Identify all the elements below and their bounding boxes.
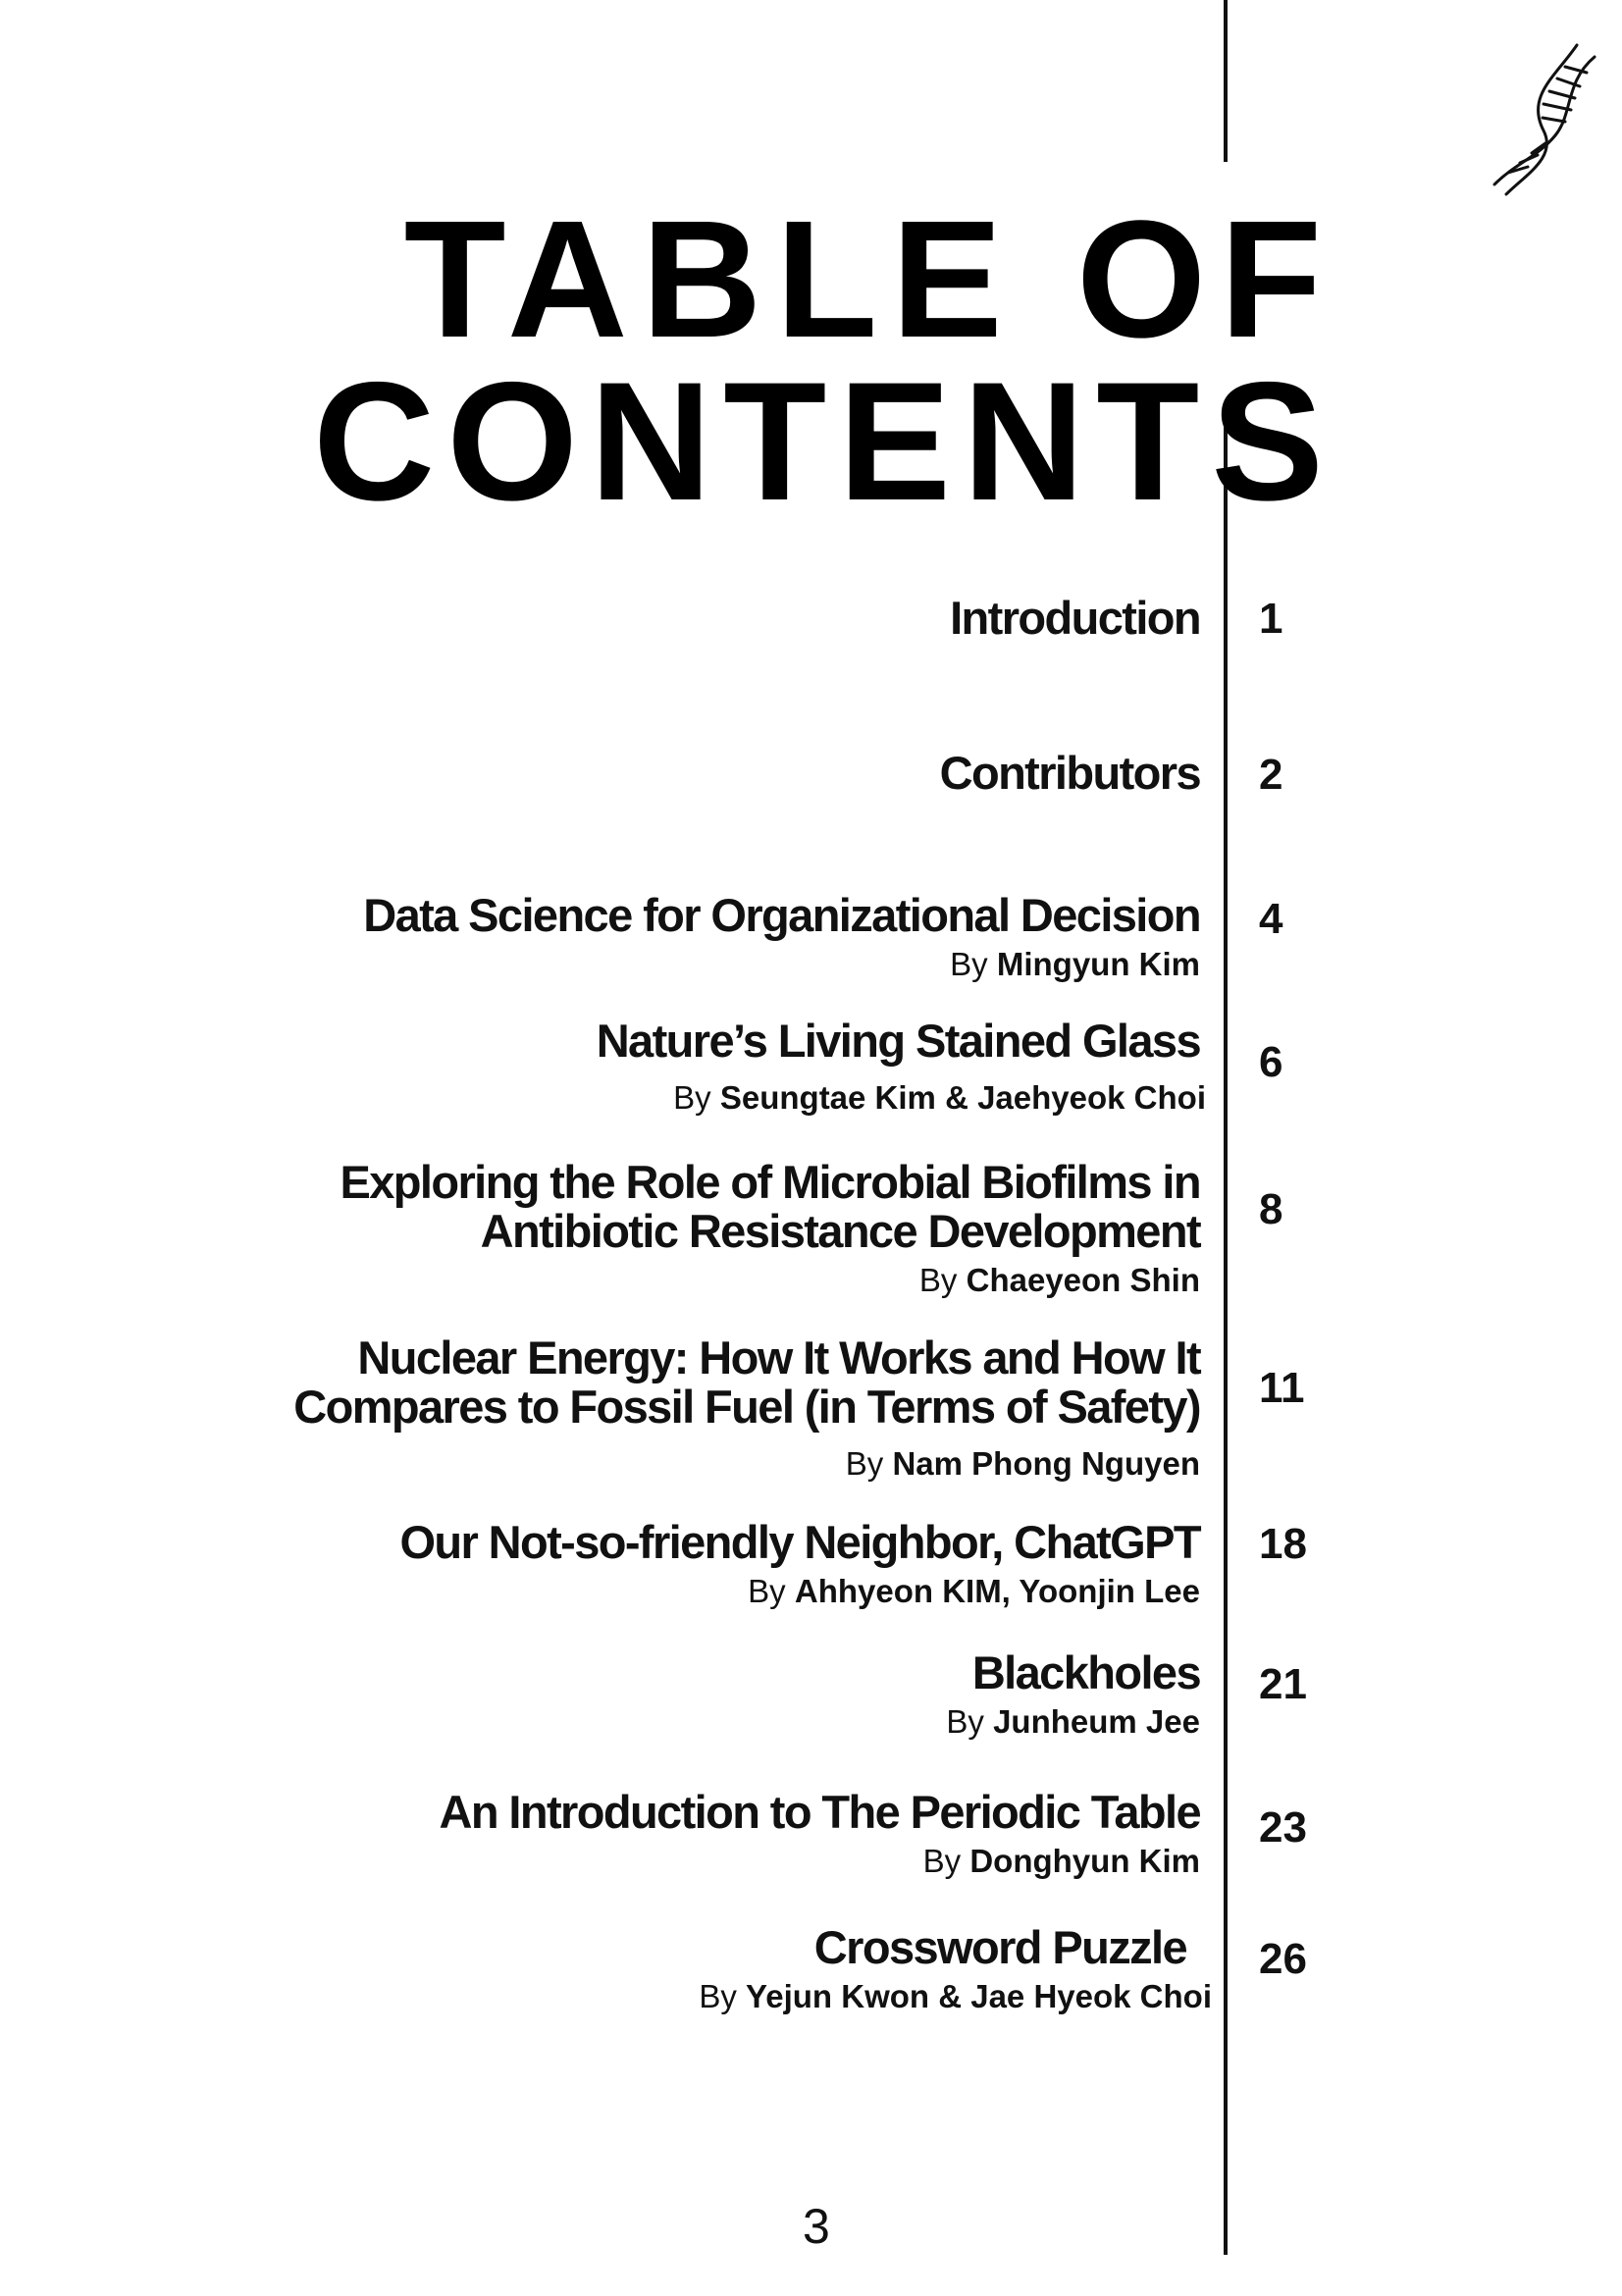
toc-page-number: 8	[1259, 1185, 1283, 1233]
toc-entry-introduction[interactable]	[950, 594, 1200, 643]
toc-page-number: 21	[1259, 1660, 1307, 1708]
author-prefix: By	[950, 946, 988, 982]
toc-entry[interactable]	[363, 891, 1200, 985]
author-names: Donghyun Kim	[969, 1843, 1200, 1879]
toc-page-number: 18	[1259, 1520, 1307, 1568]
toc-entry-title: Data Science for Organizational Decision	[363, 889, 1200, 941]
toc-entry-author	[946, 1701, 1200, 1743]
author-names: Nam Phong Nguyen	[892, 1445, 1200, 1482]
divider-line-top	[1224, 0, 1228, 162]
toc-entry-title-line1: Nuclear Energy: How It Works and How It	[357, 1331, 1200, 1383]
toc-entry-title: Our Not-so-friendly Neighbor, ChatGPT	[399, 1516, 1200, 1568]
toc-entry-author	[363, 944, 1200, 985]
toc-page-number: 26	[1259, 1935, 1307, 1983]
toc-entry-author	[602, 1077, 1206, 1119]
author-names: Ahhyeon KIM, Yoonjin Lee	[794, 1573, 1200, 1609]
toc-entry[interactable]	[293, 1333, 1200, 1485]
toc-entry-title-line2: Antibiotic Resistance Development	[480, 1205, 1200, 1257]
toc-entry-title: Nature’s Living Stained Glass	[596, 1015, 1200, 1067]
author-names: Seungtae Kim & Jaehyeok Choi	[719, 1079, 1206, 1116]
toc-entry[interactable]	[340, 1158, 1200, 1301]
author-names: Mingyun Kim	[996, 946, 1200, 982]
toc-entry[interactable]	[399, 1518, 1200, 1612]
toc-page-number: 11	[1259, 1364, 1305, 1412]
toc-entry-title-line1: Exploring the Role of Microbial Biofilms in	[340, 1156, 1200, 1208]
toc-page-number: 6	[1259, 1038, 1283, 1086]
toc-entry-title-line2: Compares to Fossil Fuel (in Terms of Safety)	[293, 1381, 1200, 1433]
toc-page-number: 2	[1259, 751, 1283, 799]
toc-entry-title: Contributors	[939, 747, 1200, 799]
toc-entry-author	[293, 1443, 1200, 1485]
divider-line	[1224, 410, 1228, 2255]
author-prefix: By	[946, 1703, 984, 1740]
toc-entry[interactable]	[687, 1921, 1212, 2017]
author-prefix: By	[845, 1445, 884, 1482]
toc-entry-author	[440, 1841, 1201, 1882]
toc-page-number: 4	[1259, 895, 1283, 943]
author-prefix: By	[699, 1978, 737, 2014]
toc-entry[interactable]	[946, 1648, 1200, 1743]
toc-entry-contributors[interactable]	[940, 749, 1200, 798]
toc-entry-author	[340, 1260, 1200, 1301]
toc-page-number: 23	[1259, 1803, 1307, 1852]
toc-entry[interactable]	[596, 1015, 1206, 1119]
author-names: Yejun Kwon & Jae Hyeok Choi	[746, 1978, 1212, 2014]
toc-entry[interactable]	[440, 1788, 1201, 1882]
page-title-line1: TABLE OF	[403, 186, 1335, 373]
toc-entry-title: An Introduction to The Periodic Table	[439, 1786, 1200, 1838]
author-names: Junheum Jee	[993, 1703, 1200, 1740]
author-prefix: By	[922, 1843, 962, 1879]
author-prefix: By	[918, 1262, 958, 1298]
author-names: Chaeyeon Shin	[966, 1262, 1200, 1298]
toc-entry-title: Introduction	[950, 592, 1200, 644]
toc-page-number: 1	[1259, 595, 1283, 643]
toc-entry-title: Blackholes	[971, 1646, 1200, 1698]
page-title-line2: CONTENTS	[313, 347, 1335, 536]
page-title	[313, 186, 1335, 536]
footer-page-number: 3	[803, 2199, 830, 2254]
author-prefix: By	[748, 1573, 786, 1609]
toc-entry-author	[399, 1571, 1200, 1612]
toc-entry-author	[699, 1976, 1212, 2017]
toc-entry-title: Crossword Puzzle	[813, 1921, 1186, 1973]
author-prefix: By	[673, 1079, 711, 1116]
dna-helix-icon	[1487, 37, 1604, 199]
